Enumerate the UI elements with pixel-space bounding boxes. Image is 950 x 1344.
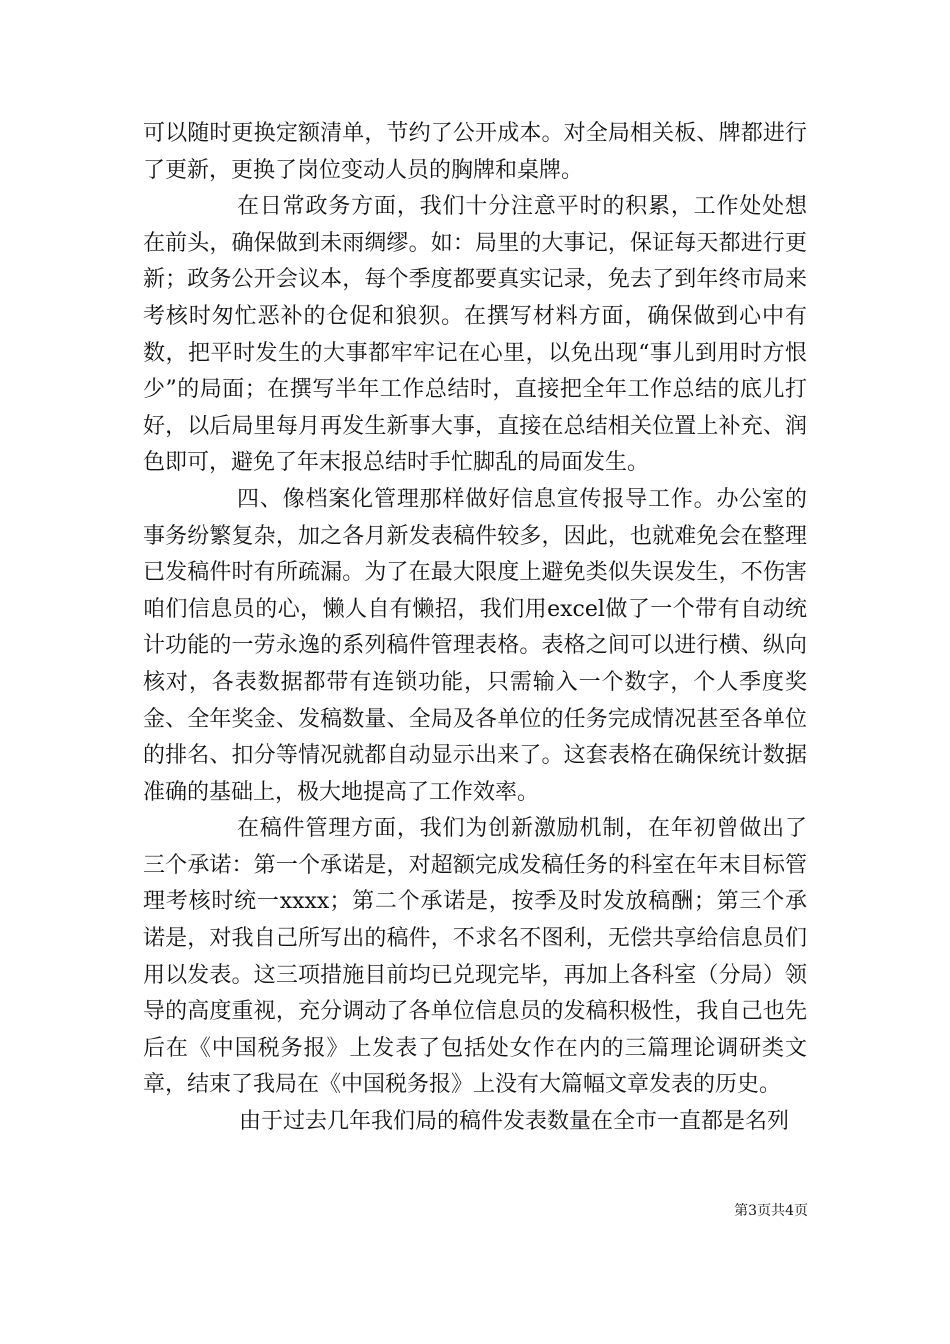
page-number: 第3页共4页	[734, 1203, 808, 1219]
paragraph-4: 在稿件管理方面，我们为创新激励机制，在年初曾做出了三个承诺：第一个承诺是，对超额完成发稿任务的科室在年末目标管理考核时统一xxxx；第二个承诺是，按季及时发放稿酬；第三个承诺是，对我自己所写出的稿件，不求名不图利，无偿共享给信息员们用以发表。这三项措施目前均已兑现完毕，再加上各科室（分局）领导的高度重视，充分调动了各单位信息员的发稿积极性，我自己也先后在《中国税务报》上发表了包括处女作在内的三篇理论调研类文章，结束了我局在《中国税务报》上没有大篇幅文章发表的历史。	[143, 816, 807, 1098]
paragraph-2: 在日常政务方面，我们十分注意平时的积累，工作处处想在前头，确保做到未雨绸缪。如：局里的大事记，保证每天都进行更新；政务公开会议本，每个季度都要真实记录，免去了到年终市局来考核时匆忙恶补的仓促和狼狈。在撰写材料方面，确保做到心中有数，把平时发生的大事都牢牢记在心里，以免出现“事儿到用时方恨少”的局面；在撰写半年工作总结时，直接把全年工作总结的底儿打好，以后局里每月再发生新事大事，直接在总结相关位置上补充、润色即可，避免了年末报总结时手忙脚乱的局面发生。	[143, 194, 807, 476]
document-body	[143, 116, 807, 1141]
paragraph-5: 由于过去几年我们局的稿件发表数量在全市一直都是名列	[239, 1109, 790, 1135]
paragraph-1: 可以随时更换定额清单，节约了公开成本。对全局相关板、牌都进行了更新，更换了岗位变动人员的胸牌和桌牌。	[143, 121, 807, 183]
paragraph-3: 四、像档案化管理那样做好信息宣传报导工作。办公室的事务纷繁复杂，加之各月新发表稿件较多，因此，也就难免会在整理已发稿件时有所疏漏。为了在最大限度上避免类似失误发生，不伤害咱们信息员的心，懒人自有懒招，我们用excel做了一个带有自动统计功能的一劳永逸的系列稿件管理表格。表格之间可以进行横、纵向核对，各表数据都带有连锁功能，只需输入一个数字，个人季度奖金、全年奖金、发稿数量、全局及各单位的任务完成情况甚至各单位的排名、扣分等情况就都自动显示出来了。这套表格在确保统计数据准确的基础上，极大地提高了工作效率。	[143, 486, 807, 805]
